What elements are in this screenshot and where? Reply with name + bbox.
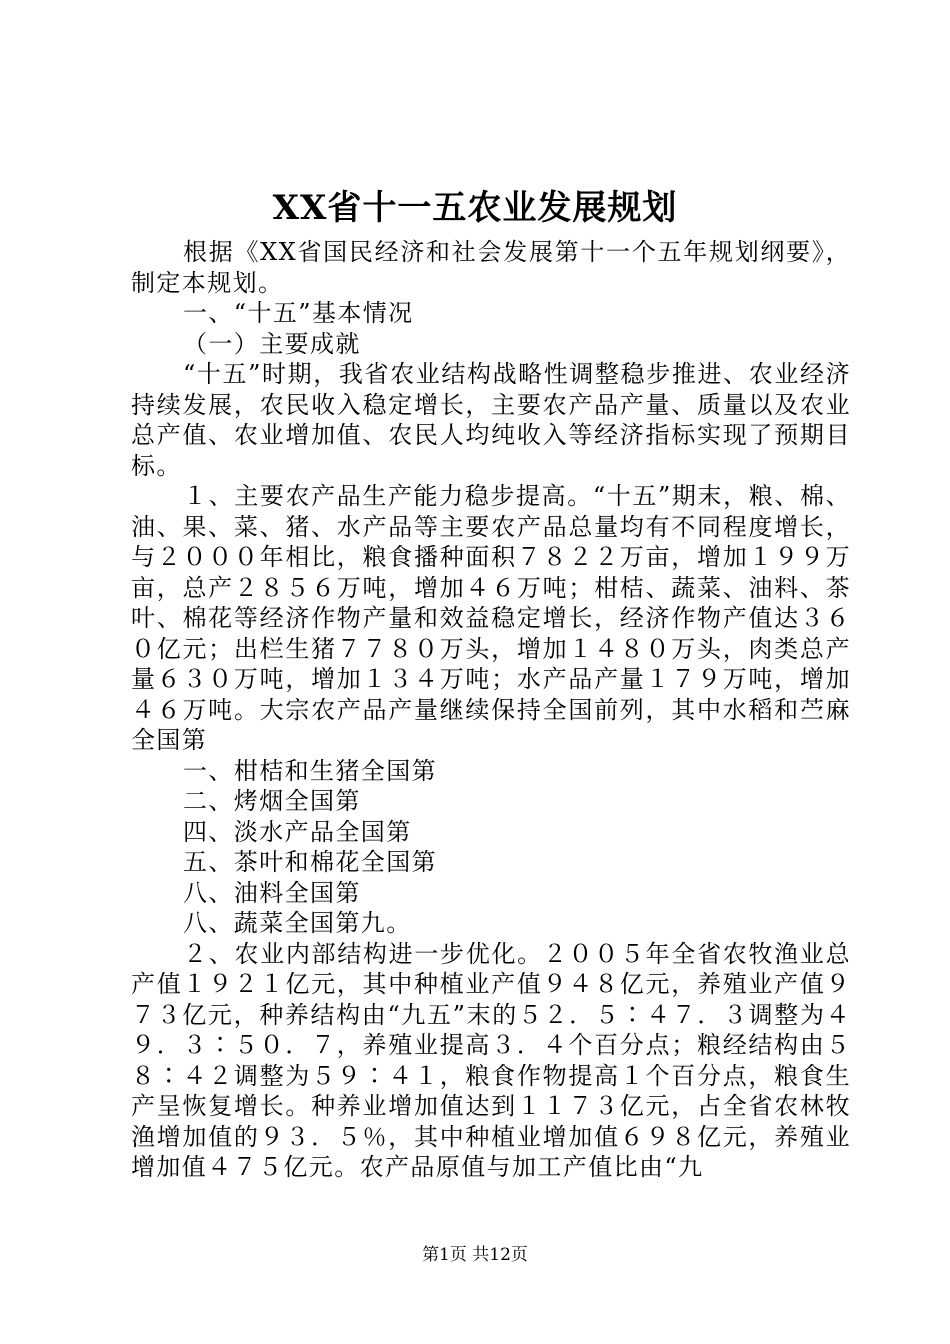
- ranking-line: 八、油料全国第: [183, 878, 361, 907]
- page-number-footer: 第1页 共12页: [422, 1245, 528, 1265]
- document-title: XX省十一五农业发展规划: [272, 188, 678, 228]
- intro-paragraph: 根据《XX省国民经济和社会发展第十一个五年规划纲要》，制定本规划。: [131, 238, 851, 297]
- ranking-line: 二、烤烟全国第: [183, 787, 361, 815]
- production-paragraph: １、主要农产品生产能力稳步提高。“十五”期末，粮、棉、油、果、菜、猪、水产品等主要农产品总量均有不同程度增长，与２０００年相比，粮食播种面积７８２２万亩，增加１９９万亩，总产２８５６万吨，增加４６万吨；柑桔、蔬菜、油料、茶叶、棉花等经济作物产量和效益稳定增长，经济作物产值达３６０亿元；出栏生猪７７８０万头，增加１４８０万头，肉类总产量６３０万吨，增加１３４万吨；水产品产量１７９万吨，增加４６万吨。大宗农产品产量继续保持全国前列，其中水稻和苎麻全国第: [131, 482, 851, 754]
- summary-paragraph: “十五”时期，我省农业结构战略性调整稳步推进、农业经济持续发展，农民收入稳定增长，主要农产品产量、质量以及农业总产值、农业增加值、农民人均纯收入等经济指标实现了预期目标。: [131, 360, 851, 480]
- ranking-line: 一、柑桔和生猪全国第: [183, 756, 437, 785]
- document-body: [131, 237, 851, 1183]
- ranking-line: 五、茶叶和棉花全国第: [183, 848, 437, 876]
- structure-paragraph: ２、农业内部结构进一步优化。２００５年全省农牧渔业总产值１９２１亿元，其中种植业产值９４８亿元，养殖业产值９７３亿元，种养结构由“九五”末的５２．５∶４７．３调整为４９．３∶５０．７，养殖业提高３．４个百分点；粮经结构由５８∶４２调整为５９∶４１，粮食作物提高１个百分点，粮食生产呈恢复增长。种养业增加值达到１１７３亿元，占全省农林牧渔增加值的９３．５％，其中种植业增加值６９８亿元，养殖业增加值４７５亿元。农产品原值与加工产值比由“九: [131, 939, 851, 1181]
- ranking-line: 八、蔬菜全国第九。: [183, 909, 412, 937]
- subsection-heading: （一）主要成就: [183, 329, 361, 358]
- section-heading: 一、“十五”基本情况: [183, 299, 414, 327]
- ranking-line: 四、淡水产品全国第: [183, 817, 412, 846]
